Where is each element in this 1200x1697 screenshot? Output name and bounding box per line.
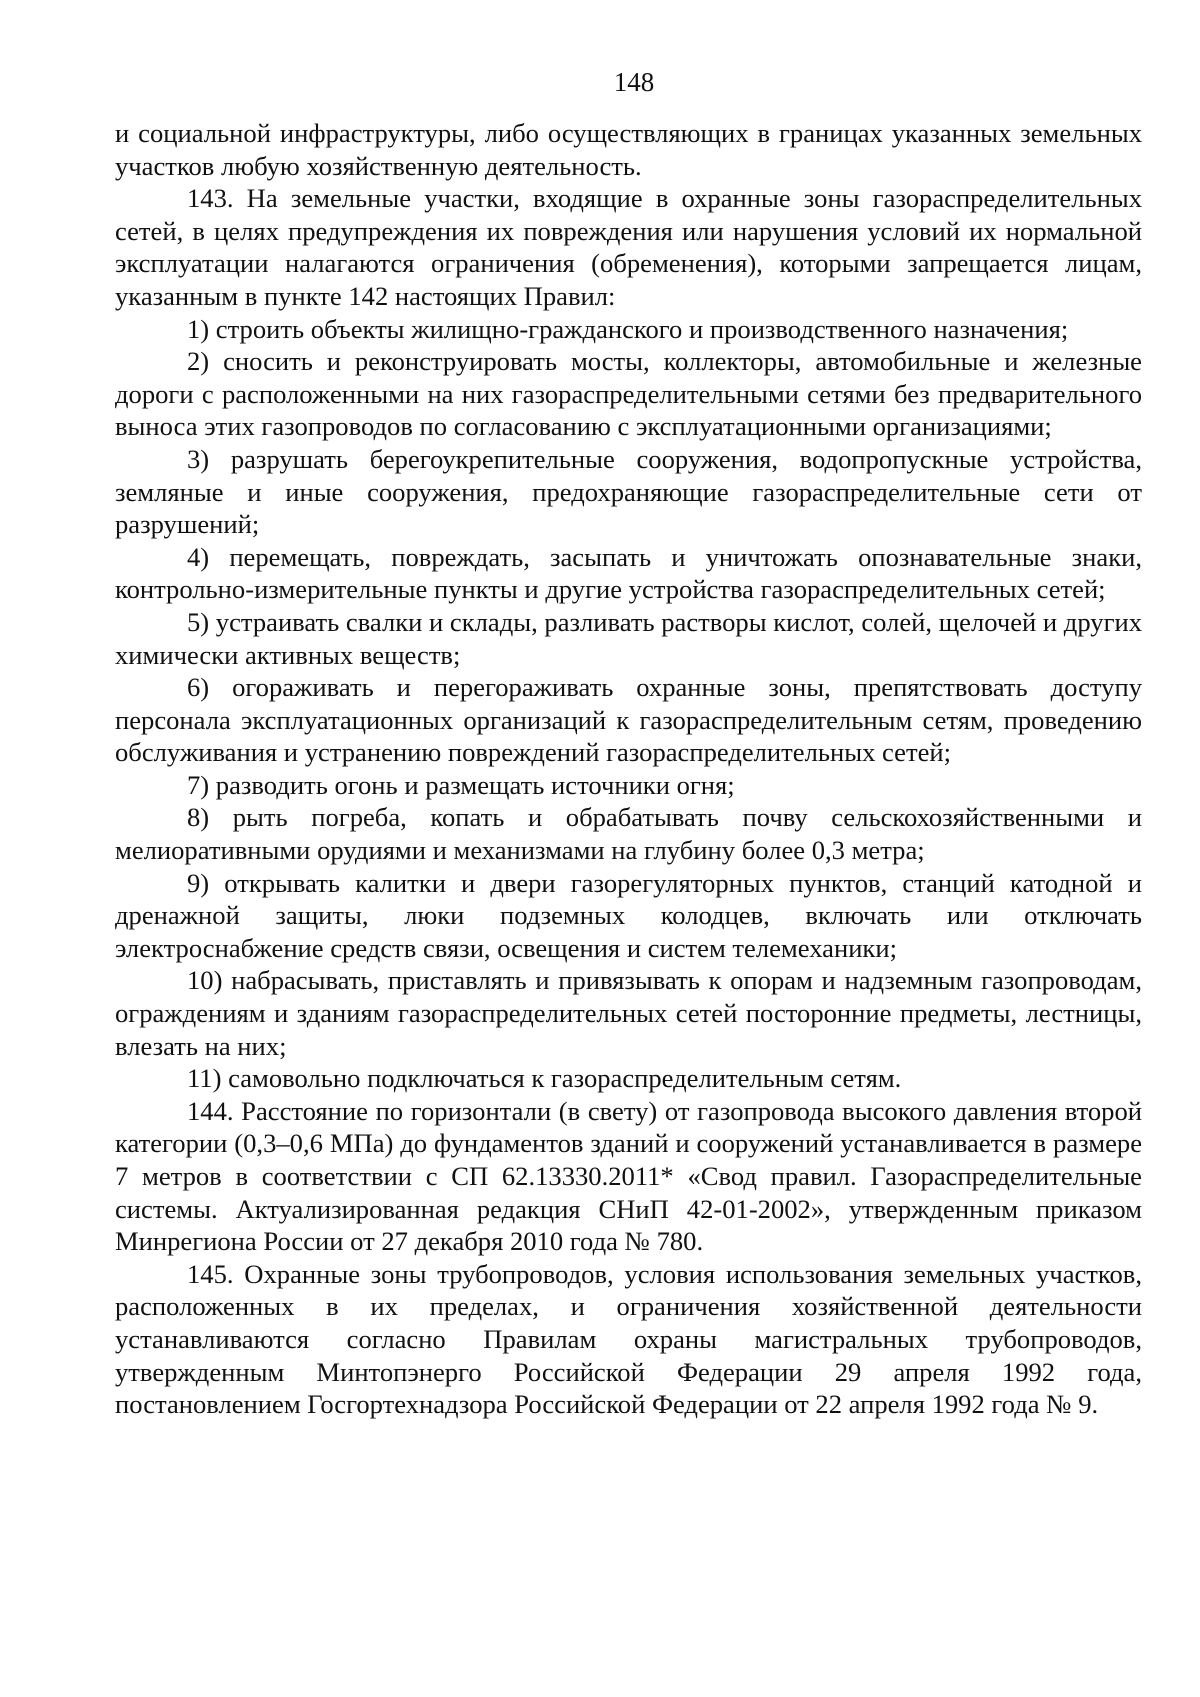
list-item-3: 3) разрушать берегоукрепительные сооружения, водопропускные устройства, земляные и иные сооружения, предохраняющие газораспределительные сети от разрушений;	[115, 443, 1142, 540]
list-item-1: 1) строить объекты жилищно-гражданского и производственного назначения;	[187, 313, 1069, 344]
paragraph-143: 143. На земельные участки, входящие в охранные зоны газораспределительных сетей, в целях предупреждения их повреждения или нарушения условий их нормальной эксплуатации налагаются ограничения (обременения), которыми запрещается лицам, указанным в пункте 142 настоящих Правил:	[115, 183, 1142, 311]
list-item-6: 6) огораживать и перегораживать охранные зоны, препятствовать доступу персонала эксплуатационных организаций к газораспределительным сетям, проведению обслуживания и устранению повреждений газораспределительных сетей;	[115, 672, 1142, 768]
document-body	[115, 117, 1142, 1421]
paragraph-continuation: и социальной инфраструктуры, либо осуществляющих в границах указанных земельных участков любую хозяйственную деятельность.	[115, 118, 1142, 181]
page-number: 148	[613, 67, 655, 97]
list-item-7: 7) разводить огонь и размещать источники огня;	[187, 769, 735, 800]
list-item-10: 10) набрасывать, приставлять и привязывать к опорам и надземным газопроводам, ограждениям и зданиям газораспределительных сетей посторонние предметы, лестницы, влезать на них;	[115, 965, 1142, 1061]
list-item-5: 5) устраивать свалки и склады, разливать растворы кислот, солей, щелочей и других химически активных веществ;	[115, 606, 1142, 670]
paragraph-145: 145. Охранные зоны трубопроводов, условия использования земельных участков, расположенных в их пределах, и ограничения хозяйственной деятельности устанавливаются согласно Правилам охраны магистральных трубопроводов, утвержденным Минтопэнерго Российской Федерации 29 апреля 1992 года, постановлением Госгортехнадзора Российской Федерации от 22 апреля 1992 года № 9.	[115, 1258, 1142, 1420]
list-item-4: 4) перемещать, повреждать, засыпать и уничтожать опознавательные знаки, контрольно-измерительные пункты и другие устройства газораспределительных сетей;	[115, 541, 1142, 605]
paragraph-144: 144. Расстояние по горизонтали (в свету) от газопровода высокого давления второй категории (0,3–0,6 МПа) до фундаментов зданий и сооружений устанавливается в размере 7 метров в соответствии с СП 62.13330.2011* «Свод правил. Газораспределительные системы. Актуализированная редакция СНиП 42-01-2002», утвержденным приказом Минрегиона России от 27 декабря 2010 года № 780.	[115, 1095, 1142, 1257]
list-item-8: 8) рыть погреба, копать и обрабатывать почву сельскохозяйственными и мелиоративными орудиями и механизмами на глубину более 0,3 метра;	[115, 802, 1142, 866]
list-item-11: 11) самовольно подключаться к газораспределительным сетям.	[187, 1063, 902, 1094]
list-item-2: 2) сносить и реконструировать мосты, коллекторы, автомобильные и железные дороги с расположенными на них газораспределительными сетями без предварительного выноса этих газопроводов по согласованию с эксплуатационными организациями;	[115, 346, 1142, 442]
list-item-9: 9) открывать калитки и двери газорегуляторных пунктов, станций катодной и дренажной защиты, люки подземных колодцев, включать или отключать электроснабжение средств связи, освещения и систем телемеханики;	[115, 867, 1142, 963]
